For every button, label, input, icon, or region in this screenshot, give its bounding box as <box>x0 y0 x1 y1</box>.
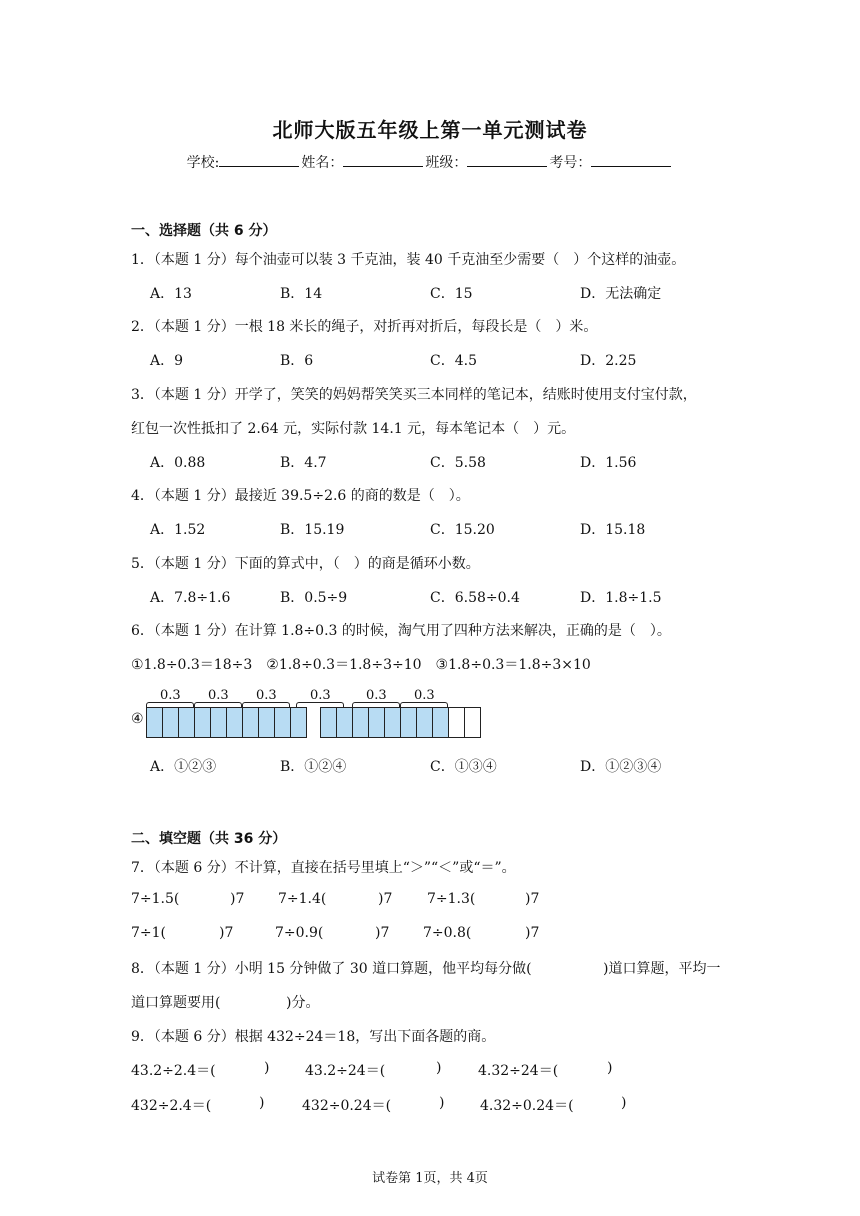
q7-item-6-right: )7 <box>525 925 540 941</box>
bar-cell <box>146 707 163 738</box>
q9-item-1-right: ) <box>264 1060 270 1076</box>
question-2: 2．（本题 1 分）一根 18 米长的绳子，对折再对折后，每段长是（ ）米。 <box>131 319 598 335</box>
bar-cell <box>178 707 195 738</box>
method-4-marker: ④ <box>131 711 144 727</box>
question-5: 5．（本题 1 分）下面的算式中，（ ）的商是循环小数。 <box>131 556 480 572</box>
exam-number-label: 考号： <box>549 155 592 171</box>
option-a[interactable]: A．0.88 <box>150 455 206 471</box>
option-c[interactable]: C．4.5 <box>430 353 477 369</box>
option-a[interactable]: A．①②③ <box>150 759 217 775</box>
bar-cell <box>194 707 211 738</box>
question-3-line-1: 3．（本题 1 分）开学了，笑笑的妈妈帮笑笑买三本同样的笔记本，结账时使用支付宝付款， <box>131 387 697 403</box>
option-b[interactable]: B．6 <box>280 353 314 369</box>
bar-cell <box>210 707 227 738</box>
q7-item-3-left: 7÷1.3( <box>427 891 476 907</box>
option-b[interactable]: B．15.19 <box>280 522 345 538</box>
q9-item-4-right: ) <box>259 1095 265 1111</box>
class-label: 班级： <box>425 155 468 171</box>
school-blank[interactable] <box>219 153 299 167</box>
bar-cell <box>464 707 481 738</box>
q7-item-5-right: )7 <box>375 925 390 941</box>
q7-item-3-right: )7 <box>525 891 540 907</box>
q9-item-3-left: 4.32÷24＝( <box>478 1063 559 1079</box>
name-label: 姓名： <box>301 155 344 171</box>
group-label: 0.3 <box>310 688 331 703</box>
option-c[interactable]: C．6.58÷0.4 <box>430 590 520 606</box>
group-label: 0.3 <box>208 688 229 703</box>
bar-cell <box>448 707 465 738</box>
group-label: 0.3 <box>160 688 181 703</box>
q9-item-1-left: 43.2÷2.4＝( <box>131 1063 216 1079</box>
q8-line-1-b: )道口算题，平均一 <box>603 961 721 977</box>
option-b[interactable]: B．①②④ <box>280 759 347 775</box>
question-6: 6．（本题 1 分）在计算 1.8÷0.3 的时候，淘气用了四种方法来解决，正确的是（ ）。 <box>131 623 671 639</box>
group-label: 0.3 <box>414 688 435 703</box>
bar-cell <box>290 707 307 738</box>
option-b[interactable]: B．0.5÷9 <box>280 590 348 606</box>
option-c[interactable]: C．15.20 <box>430 522 495 538</box>
q7-item-4-right: )7 <box>219 925 234 941</box>
page-title: 北师大版五年级上第一单元测试卷 <box>272 118 588 142</box>
option-a[interactable]: A．1.52 <box>150 522 206 538</box>
q8-line-1-a: 8．（本题 1 分）小明 15 分钟做了 30 道口算题，他平均每分做( <box>131 961 532 977</box>
group-label: 0.3 <box>366 688 387 703</box>
name-blank[interactable] <box>343 153 423 167</box>
option-d[interactable]: D．无法确定 <box>580 286 662 302</box>
q7-item-4-left: 7÷1( <box>131 925 167 941</box>
q9-item-5-right: ) <box>439 1095 445 1111</box>
q7-item-1-left: 7÷1.5( <box>131 891 180 907</box>
question-7: 7．（本题 6 分）不计算，直接在括号里填上“＞”“＜”或“＝”。 <box>131 860 516 876</box>
bar-cell <box>320 707 337 738</box>
option-b[interactable]: B．14 <box>280 286 323 302</box>
q8-line-2-a: 道口算题要用( <box>131 995 221 1011</box>
class-blank[interactable] <box>467 153 547 167</box>
exam-number-blank[interactable] <box>591 153 671 167</box>
option-a[interactable]: A．13 <box>150 286 192 302</box>
bar-cell <box>242 707 259 738</box>
page-footer: 试卷第 1页，共 4页 <box>372 1171 488 1186</box>
bar-cell <box>416 707 433 738</box>
option-a[interactable]: A．7.8÷1.6 <box>150 590 231 606</box>
section-heading-choice: 一、选择题（共 6 分） <box>131 223 277 239</box>
option-a[interactable]: A．9 <box>150 353 184 369</box>
question-4: 4．（本题 1 分）最接近 39.5÷2.6 的商的数是（ ）。 <box>131 488 470 504</box>
section-heading-fill-blank: 二、填空题（共 36 分） <box>131 831 287 847</box>
bar-cell <box>258 707 275 738</box>
option-c[interactable]: C．15 <box>430 286 473 302</box>
student-info-line <box>0 152 860 172</box>
question-1: 1．（本题 1 分）每个油壶可以装 3 千克油，装 40 千克油至少需要（ ）个这样的油壶。 <box>131 252 686 268</box>
option-b[interactable]: B．4.7 <box>280 455 327 471</box>
question-3-line-2: 红包一次性抵扣了 2.64 元，实际付款 14.1 元，每本笔记本（ ）元。 <box>131 421 576 437</box>
school-label: 学校: <box>186 155 220 171</box>
q9-item-4-left: 432÷2.4＝( <box>131 1098 212 1114</box>
q9-item-6-right: ) <box>621 1095 627 1111</box>
bar-cell <box>368 707 385 738</box>
bar-cell <box>384 707 401 738</box>
bar-cell <box>432 707 449 738</box>
group-label: 0.3 <box>256 688 277 703</box>
bar-cell <box>352 707 369 738</box>
bar-cell <box>400 707 417 738</box>
q7-item-2-right: )7 <box>378 891 393 907</box>
bar-cell <box>336 707 353 738</box>
q8-line-2-b: )分。 <box>286 995 320 1011</box>
q7-item-1-right: )7 <box>230 891 245 907</box>
q9-item-6-left: 4.32÷0.24＝( <box>480 1098 574 1114</box>
q9-item-5-left: 432÷0.24＝( <box>302 1098 392 1114</box>
q9-item-2-left: 43.2÷24＝( <box>305 1063 386 1079</box>
bar-cell <box>162 707 179 738</box>
q9-item-2-right: ) <box>436 1060 442 1076</box>
question-6-methods: ①1.8÷0.3＝18÷3 ②1.8÷0.3＝1.8÷3÷10 ③1.8÷0.3＝1.8÷3×10 <box>131 657 591 673</box>
bar-cell <box>274 707 291 738</box>
q9-item-3-right: ) <box>607 1060 613 1076</box>
q7-item-6-left: 7÷0.8( <box>423 925 472 941</box>
option-d[interactable]: D．2.25 <box>580 353 637 369</box>
q7-item-2-left: 7÷1.4( <box>278 891 327 907</box>
option-d[interactable]: D．15.18 <box>580 522 646 538</box>
q7-item-5-left: 7÷0.9( <box>275 925 324 941</box>
option-c[interactable]: C．5.58 <box>430 455 486 471</box>
question-9: 9．（本题 6 分）根据 432÷24＝18，写出下面各题的商。 <box>131 1029 496 1045</box>
option-d[interactable]: D．1.56 <box>580 455 637 471</box>
option-d[interactable]: D．①②③④ <box>580 759 662 775</box>
bar-cell <box>226 707 243 738</box>
option-c[interactable]: C．①③④ <box>430 759 497 775</box>
option-d[interactable]: D．1.8÷1.5 <box>580 590 662 606</box>
